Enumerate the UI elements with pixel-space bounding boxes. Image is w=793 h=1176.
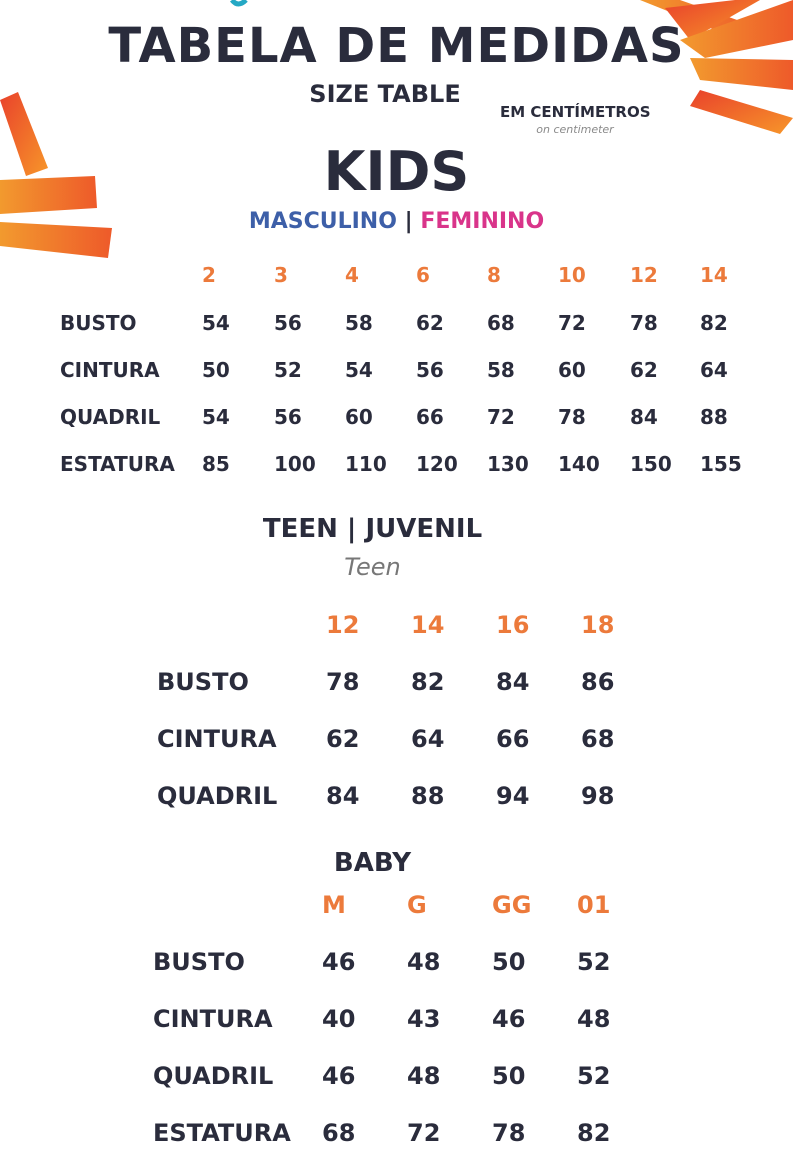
- kids-table-cell: 62: [630, 358, 658, 382]
- page-subtitle: SIZE TABLE: [309, 80, 461, 108]
- kids-table-cell: 140: [558, 452, 600, 476]
- gender-line: [0, 209, 793, 234]
- kids-row-label: BUSTO: [60, 311, 137, 335]
- baby-table-cell: 40: [322, 1005, 356, 1033]
- kids-table-cell: 64: [700, 358, 728, 382]
- teen-table-cell: 62: [326, 725, 360, 753]
- gender-separator: |: [404, 209, 413, 234]
- kids-table-cell: 54: [202, 311, 230, 335]
- baby-size-header: GG: [492, 891, 532, 919]
- unit-label-en: on centimeter: [536, 123, 614, 136]
- baby-table-cell: 50: [492, 948, 526, 976]
- teen-row-label: QUADRIL: [157, 782, 278, 810]
- teen-table-cell: 98: [581, 782, 615, 810]
- baby-row-label: CINTURA: [153, 1005, 273, 1033]
- gender-masculino: MASCULINO: [248, 209, 397, 234]
- gender-feminino: FEMININO: [420, 209, 545, 234]
- kids-table-cell: 56: [416, 358, 444, 382]
- kids-row-label: QUADRIL: [60, 405, 161, 429]
- kids-table-cell: 52: [274, 358, 302, 382]
- kids-table-cell: 78: [630, 311, 658, 335]
- baby-table-cell: 78: [492, 1119, 526, 1147]
- baby-table-cell: 46: [322, 1062, 356, 1090]
- kids-table-cell: 56: [274, 311, 302, 335]
- kids-size-header: 6: [416, 263, 430, 287]
- kids-table-cell: 150: [630, 452, 672, 476]
- kids-table-cell: 68: [487, 311, 515, 335]
- baby-table-cell: 46: [322, 948, 356, 976]
- kids-table-cell: 62: [416, 311, 444, 335]
- teen-table-cell: 82: [411, 668, 445, 696]
- baby-table-cell: 50: [492, 1062, 526, 1090]
- baby-size-header: M: [322, 891, 346, 919]
- kids-size-header: 12: [630, 263, 658, 287]
- kids-table-cell: 66: [416, 405, 444, 429]
- kids-table-cell: 130: [487, 452, 529, 476]
- kids-size-header: 14: [700, 263, 728, 287]
- teen-table-cell: 66: [496, 725, 530, 753]
- unit-label: EM CENTÍMETROS: [500, 103, 651, 121]
- baby-table-cell: 48: [407, 948, 441, 976]
- teen-row-label: CINTURA: [157, 725, 277, 753]
- teen-table-cell: 94: [496, 782, 530, 810]
- teal-accent-shape: [232, 0, 246, 4]
- kids-table-cell: 50: [202, 358, 230, 382]
- teen-table-cell: 86: [581, 668, 615, 696]
- kids-title: KIDS: [323, 140, 470, 203]
- kids-table-cell: 85: [202, 452, 230, 476]
- teen-table-cell: 68: [581, 725, 615, 753]
- teen-table-cell: 84: [496, 668, 530, 696]
- kids-table-cell: 58: [345, 311, 373, 335]
- page-title: TABELA DE MEDIDAS: [108, 18, 685, 74]
- baby-size-header: G: [407, 891, 427, 919]
- kids-table-cell: 88: [700, 405, 728, 429]
- baby-row-label: ESTATURA: [153, 1119, 291, 1147]
- teen-size-header: 12: [326, 611, 360, 639]
- baby-table-cell: 52: [577, 948, 611, 976]
- baby-size-header: 01: [577, 891, 611, 919]
- teen-subtitle: Teen: [344, 553, 401, 581]
- kids-table-cell: 72: [487, 405, 515, 429]
- kids-row-label: ESTATURA: [60, 452, 175, 476]
- kids-row-label: CINTURA: [60, 358, 160, 382]
- baby-table-cell: 82: [577, 1119, 611, 1147]
- kids-table-cell: 110: [345, 452, 387, 476]
- kids-table-cell: 155: [700, 452, 742, 476]
- teen-size-header: 16: [496, 611, 530, 639]
- teen-table-cell: 64: [411, 725, 445, 753]
- baby-table-cell: 68: [322, 1119, 356, 1147]
- kids-size-header: 4: [345, 263, 359, 287]
- baby-row-label: QUADRIL: [153, 1062, 274, 1090]
- teen-title: TEEN | JUVENIL: [262, 514, 483, 544]
- kids-table-cell: 72: [558, 311, 586, 335]
- kids-table-cell: 60: [558, 358, 586, 382]
- baby-row-label: BUSTO: [153, 948, 245, 976]
- kids-table-cell: 56: [274, 405, 302, 429]
- kids-table-cell: 54: [345, 358, 373, 382]
- kids-table-cell: 78: [558, 405, 586, 429]
- kids-size-header: 8: [487, 263, 501, 287]
- teen-table-cell: 88: [411, 782, 445, 810]
- teen-table-cell: 84: [326, 782, 360, 810]
- kids-table-cell: 60: [345, 405, 373, 429]
- kids-table-cell: 54: [202, 405, 230, 429]
- kids-table-cell: 120: [416, 452, 458, 476]
- kids-size-header: 2: [202, 263, 216, 287]
- teen-table-cell: 78: [326, 668, 360, 696]
- teen-size-header: 14: [411, 611, 445, 639]
- kids-table-cell: 82: [700, 311, 728, 335]
- baby-table-cell: 43: [407, 1005, 441, 1033]
- kids-table-cell: 84: [630, 405, 658, 429]
- baby-title: BABY: [333, 848, 412, 878]
- kids-size-header: 10: [558, 263, 586, 287]
- baby-table-cell: 72: [407, 1119, 441, 1147]
- kids-size-header: 3: [274, 263, 288, 287]
- baby-table-cell: 46: [492, 1005, 526, 1033]
- teen-row-label: BUSTO: [157, 668, 249, 696]
- baby-table-cell: 48: [577, 1005, 611, 1033]
- kids-table-cell: 58: [487, 358, 515, 382]
- baby-table-cell: 52: [577, 1062, 611, 1090]
- baby-table-cell: 48: [407, 1062, 441, 1090]
- kids-table-cell: 100: [274, 452, 316, 476]
- teen-size-header: 18: [581, 611, 615, 639]
